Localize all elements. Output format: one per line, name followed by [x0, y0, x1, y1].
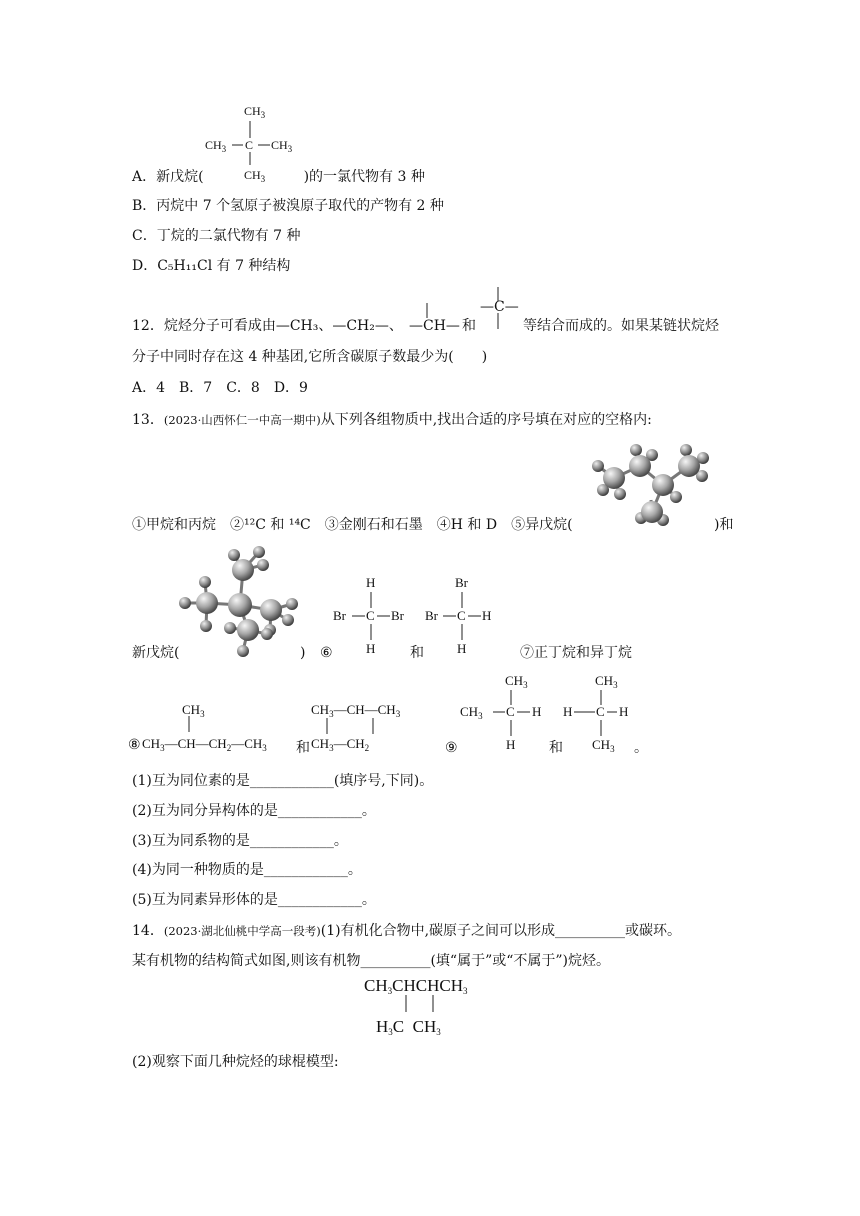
q13-neo-close: ): [300, 645, 306, 661]
dbr1-center: C: [366, 608, 375, 623]
q13-nine-and: 和: [549, 740, 563, 756]
q13-blank-1: (1)互为同位素的是____________(填序号,下同)。: [132, 773, 434, 789]
q14-source: (2023·湖北仙桃中学高一段考): [163, 924, 321, 938]
dbr2-bottom: H: [457, 641, 467, 656]
dbr2-left: Br: [425, 608, 438, 623]
q14-stem: 14．(2023·湖北仙桃中学高一段考)(1)有机化合物中,碳原子之间可以形成__________或碳环。: [132, 923, 682, 939]
dbr2-top: Br: [455, 575, 468, 590]
m9b-left: H: [563, 704, 573, 719]
dbr2-right: H: [482, 608, 492, 623]
q13-source: (2023·山西怀仁一中高一期中): [163, 413, 321, 427]
dbr2-center: C: [457, 608, 466, 623]
dbr1-bottom: H: [366, 641, 376, 656]
q12-line2: 分子中同时存在这 4 种基团,它所含碳原子数最少为( ): [132, 349, 488, 365]
dbr1-left: Br: [333, 608, 346, 623]
s8a-top: $CH_3$: [182, 702, 205, 719]
neo-bottom-group: CH: [244, 168, 261, 182]
q11-option-b: B．丙烷中 7 个氢原子被溴原子取代的产物有 2 种: [132, 198, 444, 214]
m9b-center: C: [596, 704, 605, 719]
q13-stem: 13．(2023·山西怀仁一中高一期中)从下列各组物质中,找出合适的序号填在对应的空格内:: [132, 412, 652, 428]
q12-options: A．4 B．7 C．8 D．9: [132, 380, 308, 396]
q13-blank-4: (4)为同一种物质的是____________。: [132, 862, 362, 878]
m9b-top: $CH_3$: [595, 673, 618, 690]
m9a-top: $CH_3$: [505, 673, 528, 690]
q13-end-mark: 。: [634, 740, 648, 756]
q12-line1-rest: 等结合而成的。如果某链状烷烃: [523, 318, 719, 334]
q13-blank-2: (2)互为同分异构体的是____________。: [132, 803, 376, 819]
m9b-right: H: [619, 704, 629, 719]
dbr1-right: Br: [391, 608, 404, 623]
q12-line1: 12．烷烃分子可看成由—CH₃、—CH₂—、: [132, 318, 403, 334]
s8a-main: $CH_3—CH—CH_2—CH_3$: [142, 736, 267, 753]
q13-eight-and: 和: [296, 740, 310, 756]
q12-c-group: —C—: [480, 299, 519, 315]
q13-item-nine: ⑨: [445, 740, 458, 756]
q11-option-d: D．C₅H₁₁Cl 有 7 种结构: [132, 258, 291, 274]
q12-ch-group: —CH—: [409, 318, 460, 334]
m9a-center: C: [506, 704, 515, 719]
q11-option-a: A．新戊烷( )的一氯代物有 3 种: [132, 169, 425, 185]
q13-item-six: ⑥: [320, 645, 333, 661]
neo-top-group: CH: [244, 104, 261, 118]
m9a-bottom: H: [506, 737, 516, 752]
neo-right-group: CH: [271, 138, 288, 152]
q13-blank-5: (5)互为同素异形体的是____________。: [132, 892, 376, 908]
q13-item-seven: ⑦正丁烷和异丁烷: [520, 645, 632, 661]
q13-blank-3: (3)互为同系物的是____________。: [132, 833, 348, 849]
q14-line3: (2)观察下面几种烷烃的球棍模型:: [132, 1054, 339, 1070]
s8b-top: $CH_3—CH—CH_3$: [311, 702, 401, 719]
dbr1-top: H: [366, 575, 376, 590]
q11-option-c: C．丁烷的二氯代物有 7 种: [132, 228, 301, 244]
q13-items-line: ①甲烷和丙烷 ②¹²C 和 ¹⁴C ③金刚石和石墨 ④H 和 D ⑤异戊烷(: [132, 517, 573, 533]
m9a-left: $CH_3$: [460, 704, 483, 721]
m9a-right: H: [532, 704, 542, 719]
q13-neopentane-label: 新戊烷(: [132, 645, 180, 661]
q13-item-eight: ⑧: [128, 737, 141, 753]
q13-six-and: 和: [410, 645, 424, 661]
neo-center-c: C: [245, 138, 254, 152]
q14-formula-top: $CH_3CHCHCH_3$: [364, 976, 468, 996]
q14-formula-bottom: $H_3C$ $CH_3$: [376, 1017, 441, 1037]
m9b-bottom: $CH_3$: [592, 737, 615, 754]
q12-and: 和: [462, 318, 476, 334]
neo-left-group: CH: [205, 138, 222, 152]
s8b-bottom: $CH_3—CH_2$: [311, 736, 370, 753]
q13-items-and: )和: [714, 517, 734, 533]
q14-line2: 某有机物的结构简式如图,则该有机物__________(填“属于”或“不属于”)烷烃。: [132, 953, 611, 969]
